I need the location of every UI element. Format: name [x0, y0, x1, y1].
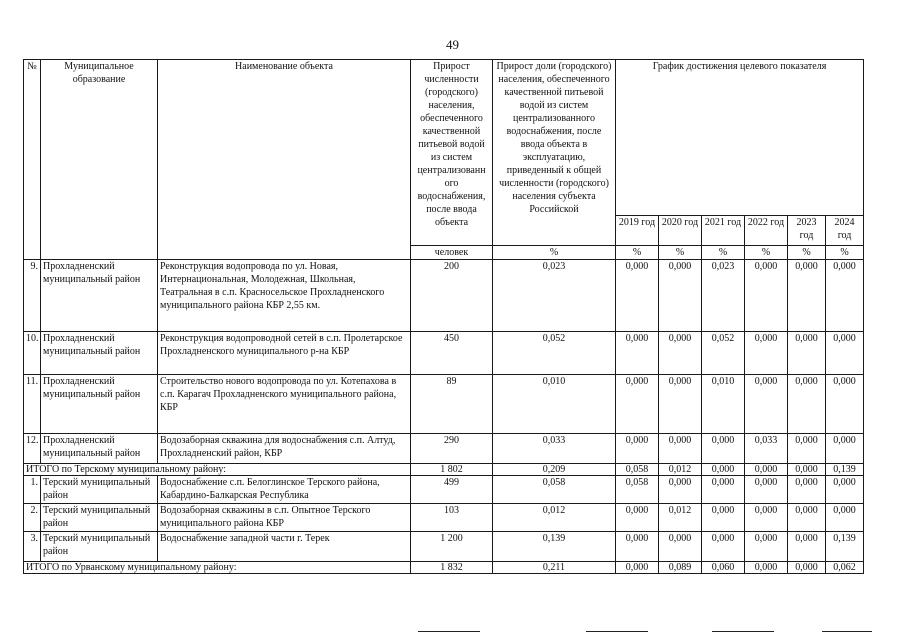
- row-object-name: Водозаборная скважина для водоснабжения с.п. Алтуд, Прохладненский район, КБР: [158, 434, 411, 464]
- row-y2020: 0,000: [659, 332, 702, 375]
- row-y2023: 0,000: [788, 532, 826, 562]
- row-y2023: 0,000: [788, 476, 826, 504]
- row-object-name: Реконструкция водопровода по ул. Новая, Интернациональная, Молодежная, Школьная, Театральная в с.п. Красносельское Прохладненского муниципального района КБР 2,55 км.: [158, 260, 411, 332]
- row-pop: 290: [411, 434, 493, 464]
- row-y2019: 0,000: [616, 375, 659, 434]
- row-y2019: 0,000: [616, 260, 659, 332]
- row-y2023: 0,000: [788, 375, 826, 434]
- row-pop: 1 200: [411, 532, 493, 562]
- total-share: 0,209: [493, 464, 616, 476]
- row-index: 1.: [24, 476, 41, 504]
- footer-rule: [418, 631, 480, 632]
- row-pop: 450: [411, 332, 493, 375]
- row-y2021: 0,010: [702, 375, 745, 434]
- header-schedule: График достижения целевого показателя: [616, 60, 864, 216]
- row-y2024: 0,139: [826, 532, 864, 562]
- header-share-growth: Прирост доли (городского) населения, обеспеченного качественной питьевой водой из систем централизованного водоснабжения, после ввода объекта в эксплуатацию, приведенный к общей численности (городского) населения субъекта Российской: [493, 60, 616, 246]
- row-y2020: 0,000: [659, 532, 702, 562]
- row-municipality: Прохладненский муниципальный район: [41, 332, 158, 375]
- row-y2024: 0,000: [826, 332, 864, 375]
- total-label: ИТОГО по Терскому муниципальному району:: [24, 464, 411, 476]
- row-y2019: 0,058: [616, 476, 659, 504]
- header-year-2022: 2022 год: [745, 216, 788, 246]
- row-pop: 200: [411, 260, 493, 332]
- table-row: [24, 434, 864, 464]
- row-y2020: 0,000: [659, 434, 702, 464]
- unit-pct: %: [826, 246, 864, 260]
- total-pop: 1 832: [411, 562, 493, 574]
- row-y2024: 0,000: [826, 375, 864, 434]
- row-y2022: 0,000: [745, 332, 788, 375]
- header-year-2024: 2024 год: [826, 216, 864, 246]
- target-indicator-table: [23, 59, 864, 574]
- unit-pct: %: [745, 246, 788, 260]
- header-year-2020: 2020 год: [659, 216, 702, 246]
- unit-people: человек: [411, 246, 493, 260]
- unit-pct: %: [493, 246, 616, 260]
- row-object-name: Реконструкция водопроводной сетей в с.п. Пролетарское Прохладненского муниципального р-на КБР: [158, 332, 411, 375]
- total-y2022: 0,000: [745, 562, 788, 574]
- row-y2020: 0,000: [659, 260, 702, 332]
- row-y2022: 0,000: [745, 532, 788, 562]
- table-row: [24, 504, 864, 532]
- row-y2019: 0,000: [616, 332, 659, 375]
- row-y2020: 0,000: [659, 375, 702, 434]
- row-pop: 499: [411, 476, 493, 504]
- row-y2022: 0,033: [745, 434, 788, 464]
- row-index: 12.: [24, 434, 41, 464]
- row-y2022: 0,000: [745, 260, 788, 332]
- row-object-name: Водоснабжение западной части г. Терек: [158, 532, 411, 562]
- row-index: 11.: [24, 375, 41, 434]
- row-y2024: 0,000: [826, 504, 864, 532]
- total-y2019: 0,058: [616, 464, 659, 476]
- row-municipality: Прохладненский муниципальный район: [41, 375, 158, 434]
- footer-rule: [822, 631, 872, 632]
- total-pop: 1 802: [411, 464, 493, 476]
- row-y2019: 0,000: [616, 504, 659, 532]
- total-y2023: 0,000: [788, 464, 826, 476]
- table-row: [24, 260, 864, 332]
- row-pop: 103: [411, 504, 493, 532]
- row-y2021: 0,000: [702, 476, 745, 504]
- row-municipality: Терский муниципальный район: [41, 476, 158, 504]
- unit-pct: %: [702, 246, 745, 260]
- total-y2022: 0,000: [745, 464, 788, 476]
- row-share: 0,010: [493, 375, 616, 434]
- row-y2022: 0,000: [745, 375, 788, 434]
- total-y2021: 0,000: [702, 464, 745, 476]
- header-year-2023: 2023 год: [788, 216, 826, 246]
- row-object-name: Водоснабжение с.п. Белоглинское Терского района, Кабардино-Балкарская Республика: [158, 476, 411, 504]
- row-share: 0,139: [493, 532, 616, 562]
- row-y2024: 0,000: [826, 476, 864, 504]
- total-y2021: 0,060: [702, 562, 745, 574]
- header-pop-growth: Прирост численности (городского) населения, обеспеченного качественной питьевой водой из систем централизованн ого водоснабжения, после ввода объекта: [411, 60, 493, 246]
- row-y2021: 0,000: [702, 532, 745, 562]
- row-share: 0,052: [493, 332, 616, 375]
- total-y2020: 0,012: [659, 464, 702, 476]
- total-row-urvan: [24, 562, 864, 574]
- row-y2021: 0,000: [702, 504, 745, 532]
- row-y2024: 0,000: [826, 260, 864, 332]
- total-row-tersky: [24, 464, 864, 476]
- table-row: [24, 532, 864, 562]
- total-y2020: 0,089: [659, 562, 702, 574]
- row-share: 0,033: [493, 434, 616, 464]
- row-y2023: 0,000: [788, 332, 826, 375]
- row-y2024: 0,000: [826, 434, 864, 464]
- row-y2023: 0,000: [788, 434, 826, 464]
- header-municipality: Муниципальное образование: [41, 60, 158, 260]
- total-y2023: 0,000: [788, 562, 826, 574]
- row-share: 0,058: [493, 476, 616, 504]
- row-object-name: Строительство нового водопровода по ул. Котепахова в с.п. Карагач Прохладненского муниципального района, КБР: [158, 375, 411, 434]
- row-y2023: 0,000: [788, 504, 826, 532]
- row-y2020: 0,000: [659, 476, 702, 504]
- page-number: 49: [446, 37, 459, 52]
- header-row: [24, 60, 864, 216]
- row-y2021: 0,000: [702, 434, 745, 464]
- unit-pct: %: [616, 246, 659, 260]
- total-share: 0,211: [493, 562, 616, 574]
- unit-pct: %: [659, 246, 702, 260]
- row-y2021: 0,052: [702, 332, 745, 375]
- footer-rule: [712, 631, 774, 632]
- row-index: 3.: [24, 532, 41, 562]
- row-y2021: 0,023: [702, 260, 745, 332]
- footer-rule: [586, 631, 648, 632]
- total-label: ИТОГО по Урванскому муниципальному району:: [24, 562, 411, 574]
- total-y2019: 0,000: [616, 562, 659, 574]
- header-year-2021: 2021 год: [702, 216, 745, 246]
- row-index: 9.: [24, 260, 41, 332]
- row-municipality: Прохладненский муниципальный район: [41, 260, 158, 332]
- footer-rules: [0, 631, 905, 635]
- header-num: №: [24, 60, 41, 260]
- row-y2020: 0,012: [659, 504, 702, 532]
- total-y2024: 0,139: [826, 464, 864, 476]
- total-y2024: 0,062: [826, 562, 864, 574]
- row-object-name: Водозаборная скважины в с.п. Опытное Терского муниципального района КБР: [158, 504, 411, 532]
- table-row: [24, 476, 864, 504]
- table-row: [24, 375, 864, 434]
- row-pop: 89: [411, 375, 493, 434]
- row-y2022: 0,000: [745, 476, 788, 504]
- row-share: 0,012: [493, 504, 616, 532]
- row-municipality: Прохладненский муниципальный район: [41, 434, 158, 464]
- row-index: 2.: [24, 504, 41, 532]
- row-index: 10.: [24, 332, 41, 375]
- table-row: [24, 332, 864, 375]
- row-share: 0,023: [493, 260, 616, 332]
- row-y2019: 0,000: [616, 434, 659, 464]
- row-y2019: 0,000: [616, 532, 659, 562]
- row-y2022: 0,000: [745, 504, 788, 532]
- row-municipality: Терский муниципальный район: [41, 532, 158, 562]
- row-y2023: 0,000: [788, 260, 826, 332]
- header-year-2019: 2019 год: [616, 216, 659, 246]
- header-object-name: Наименование объекта: [158, 60, 411, 260]
- unit-pct: %: [788, 246, 826, 260]
- row-municipality: Терский муниципальный район: [41, 504, 158, 532]
